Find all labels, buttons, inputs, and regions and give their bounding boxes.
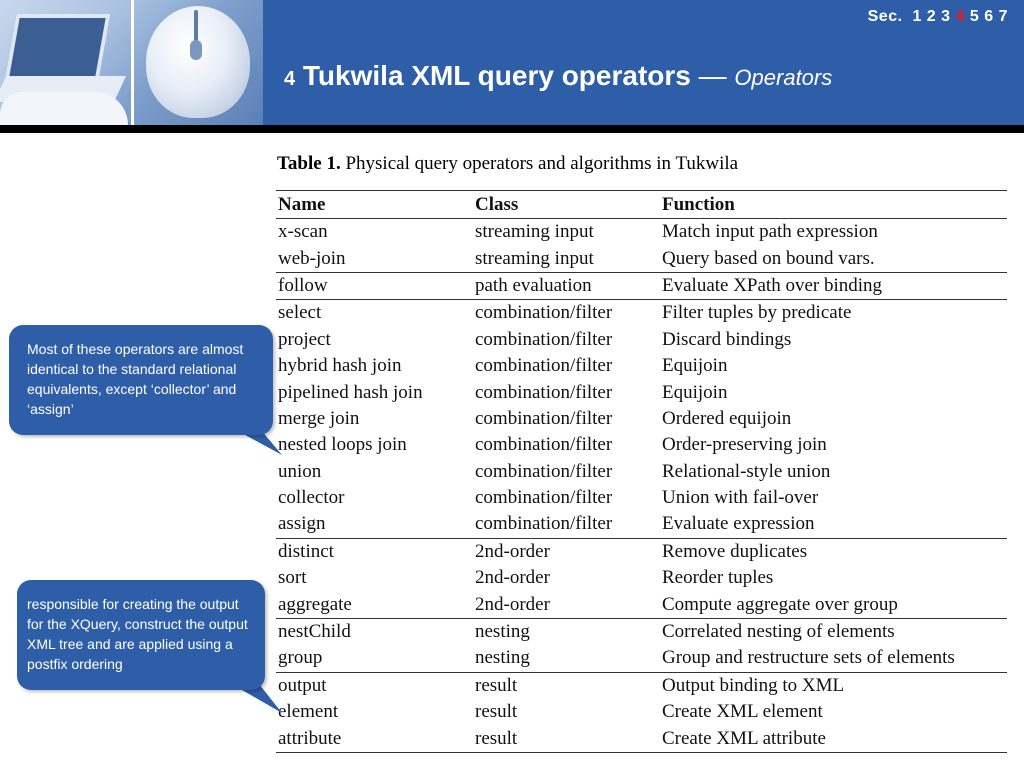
table-row [276,565,1007,591]
cell-class: 2nd-order [475,593,550,615]
cell-class: combination/filter [475,381,613,403]
cell-name: web-join [278,247,346,269]
cell-name: merge join [278,407,360,429]
cell-name: x-scan [278,221,328,243]
table-header-row [276,191,1007,219]
cell-name: attribute [276,725,473,752]
table-row [276,511,1007,538]
table-caption-label: Table 1. [277,153,341,174]
cell-function: Equijoin [662,381,728,403]
header-photo [0,0,263,125]
section-nav-numbers [912,8,1008,25]
cell-function: Reorder tuples [662,567,774,589]
cell-class: combination/filter [475,460,613,482]
cell-function: Discard bindings [662,328,792,350]
table-row [276,645,1007,672]
cell-name: nested loops join [278,434,407,456]
cell-class: combination/filter [475,407,613,429]
table-row [276,591,1007,618]
section-link-2[interactable]: 2 [926,8,937,25]
table-row [276,618,1007,645]
table-caption [277,153,738,175]
cell-name: follow [276,272,473,299]
table-caption-text: Physical query operators and algorithms in Tukwila [345,153,739,174]
section-link-4[interactable]: 4 [955,8,965,25]
cell-name: hybrid hash join [278,355,402,377]
section-link-1[interactable]: 1 [912,8,922,25]
table-body [276,219,1007,753]
section-link-3[interactable]: 3 [941,8,951,25]
cell-class: 2nd-order [473,538,660,565]
cell-function: Output binding to XML [660,672,1007,699]
operators-table [276,190,1007,753]
section-nav-label: Sec. [867,8,903,25]
table-row [276,353,1007,379]
cell-function: Evaluate XPath over binding [660,272,1007,299]
cell-class: result [473,725,660,752]
table-row [276,406,1007,432]
cell-name: aggregate [278,593,352,615]
table-row [276,432,1007,458]
title-main: Tukwila XML query operators [302,60,691,91]
cell-class: nesting [475,647,530,669]
table-row [276,538,1007,565]
section-link-6[interactable]: 6 [984,8,994,25]
table-row [276,459,1007,485]
cell-name: output [276,672,473,699]
cell-class: combination/filter [475,487,613,509]
cell-name: nestChild [276,618,473,645]
cell-function: Order-preserving join [662,434,827,456]
header-underline-left [0,125,263,133]
title-subtitle: Operators [734,65,833,90]
cell-function: Compute aggregate over group [662,593,898,615]
cell-function: Match input path expression [662,221,878,243]
table-row [276,272,1007,299]
mouse-wheel [190,40,202,60]
photo-divider [131,0,134,125]
column-header-class: Class [473,191,660,219]
cell-function: Ordered equijoin [662,407,792,429]
column-header-name: Name [276,191,473,219]
table-row [276,485,1007,511]
cell-function: Evaluate expression [662,513,815,535]
cell-name: element [278,701,339,723]
cell-function: Union with fail-over [662,487,819,509]
column-header-function: Function [660,191,1007,219]
cell-name: pipelined hash join [278,381,423,403]
table-row [276,327,1007,353]
table-row [276,725,1007,752]
header-underline [263,125,1024,133]
cell-function: Correlated nesting of elements [660,618,1007,645]
table-row [276,219,1007,246]
cell-name: sort [278,567,307,589]
cell-function: Relational-style union [662,460,831,482]
cell-class: path evaluation [473,272,660,299]
section-link-7[interactable]: 7 [998,8,1008,25]
cell-function: Query based on bound vars. [662,247,875,269]
callout-text: Most of these operators are almost identical to the standard relational equivalents, except ‘collector’ and ‘assign’ [27,341,244,417]
cell-function: Create XML element [662,701,823,723]
cell-name: union [278,460,322,482]
cell-class: combination/filter [473,300,660,327]
cell-name: assign [278,513,326,535]
cell-class: combination/filter [475,328,613,350]
table-row [276,379,1007,405]
title-separator: — [698,60,727,91]
cell-name: collector [278,487,345,509]
cell-name: select [276,300,473,327]
cell-function: Remove duplicates [660,538,1007,565]
cell-function: Group and restructure sets of elements [662,647,955,669]
cell-name: group [278,647,323,669]
cell-class: result [473,672,660,699]
cell-function: Create XML attribute [660,725,1007,752]
cell-class: combination/filter [475,355,613,377]
table-row [276,699,1007,725]
cell-function: Filter tuples by predicate [660,300,1007,327]
cell-class: combination/filter [475,513,613,535]
section-link-5[interactable]: 5 [969,8,980,25]
cell-class: streaming input [475,221,594,243]
cell-class: result [475,701,518,723]
table-row [276,672,1007,699]
title-number: 4 [284,68,296,90]
section-nav [868,8,1008,26]
table-row [276,245,1007,272]
cell-class: streaming input [475,247,594,269]
callout-result-note [17,580,265,690]
hands-illustration [0,92,128,125]
cell-name: distinct [276,538,473,565]
cell-function: Equijoin [662,355,728,377]
table-row [276,300,1007,327]
computer-mouse-illustration [146,6,250,118]
cell-class: nesting [473,618,660,645]
cell-class: combination/filter [475,434,613,456]
cell-name: project [278,328,331,350]
slide-title [284,60,832,92]
callout-text: responsible for creating the output for the XQuery, construct the output XML tree and are applied using a postfix ordering [27,596,248,672]
cell-class: 2nd-order [475,567,550,589]
callout-operators-note [9,325,273,435]
